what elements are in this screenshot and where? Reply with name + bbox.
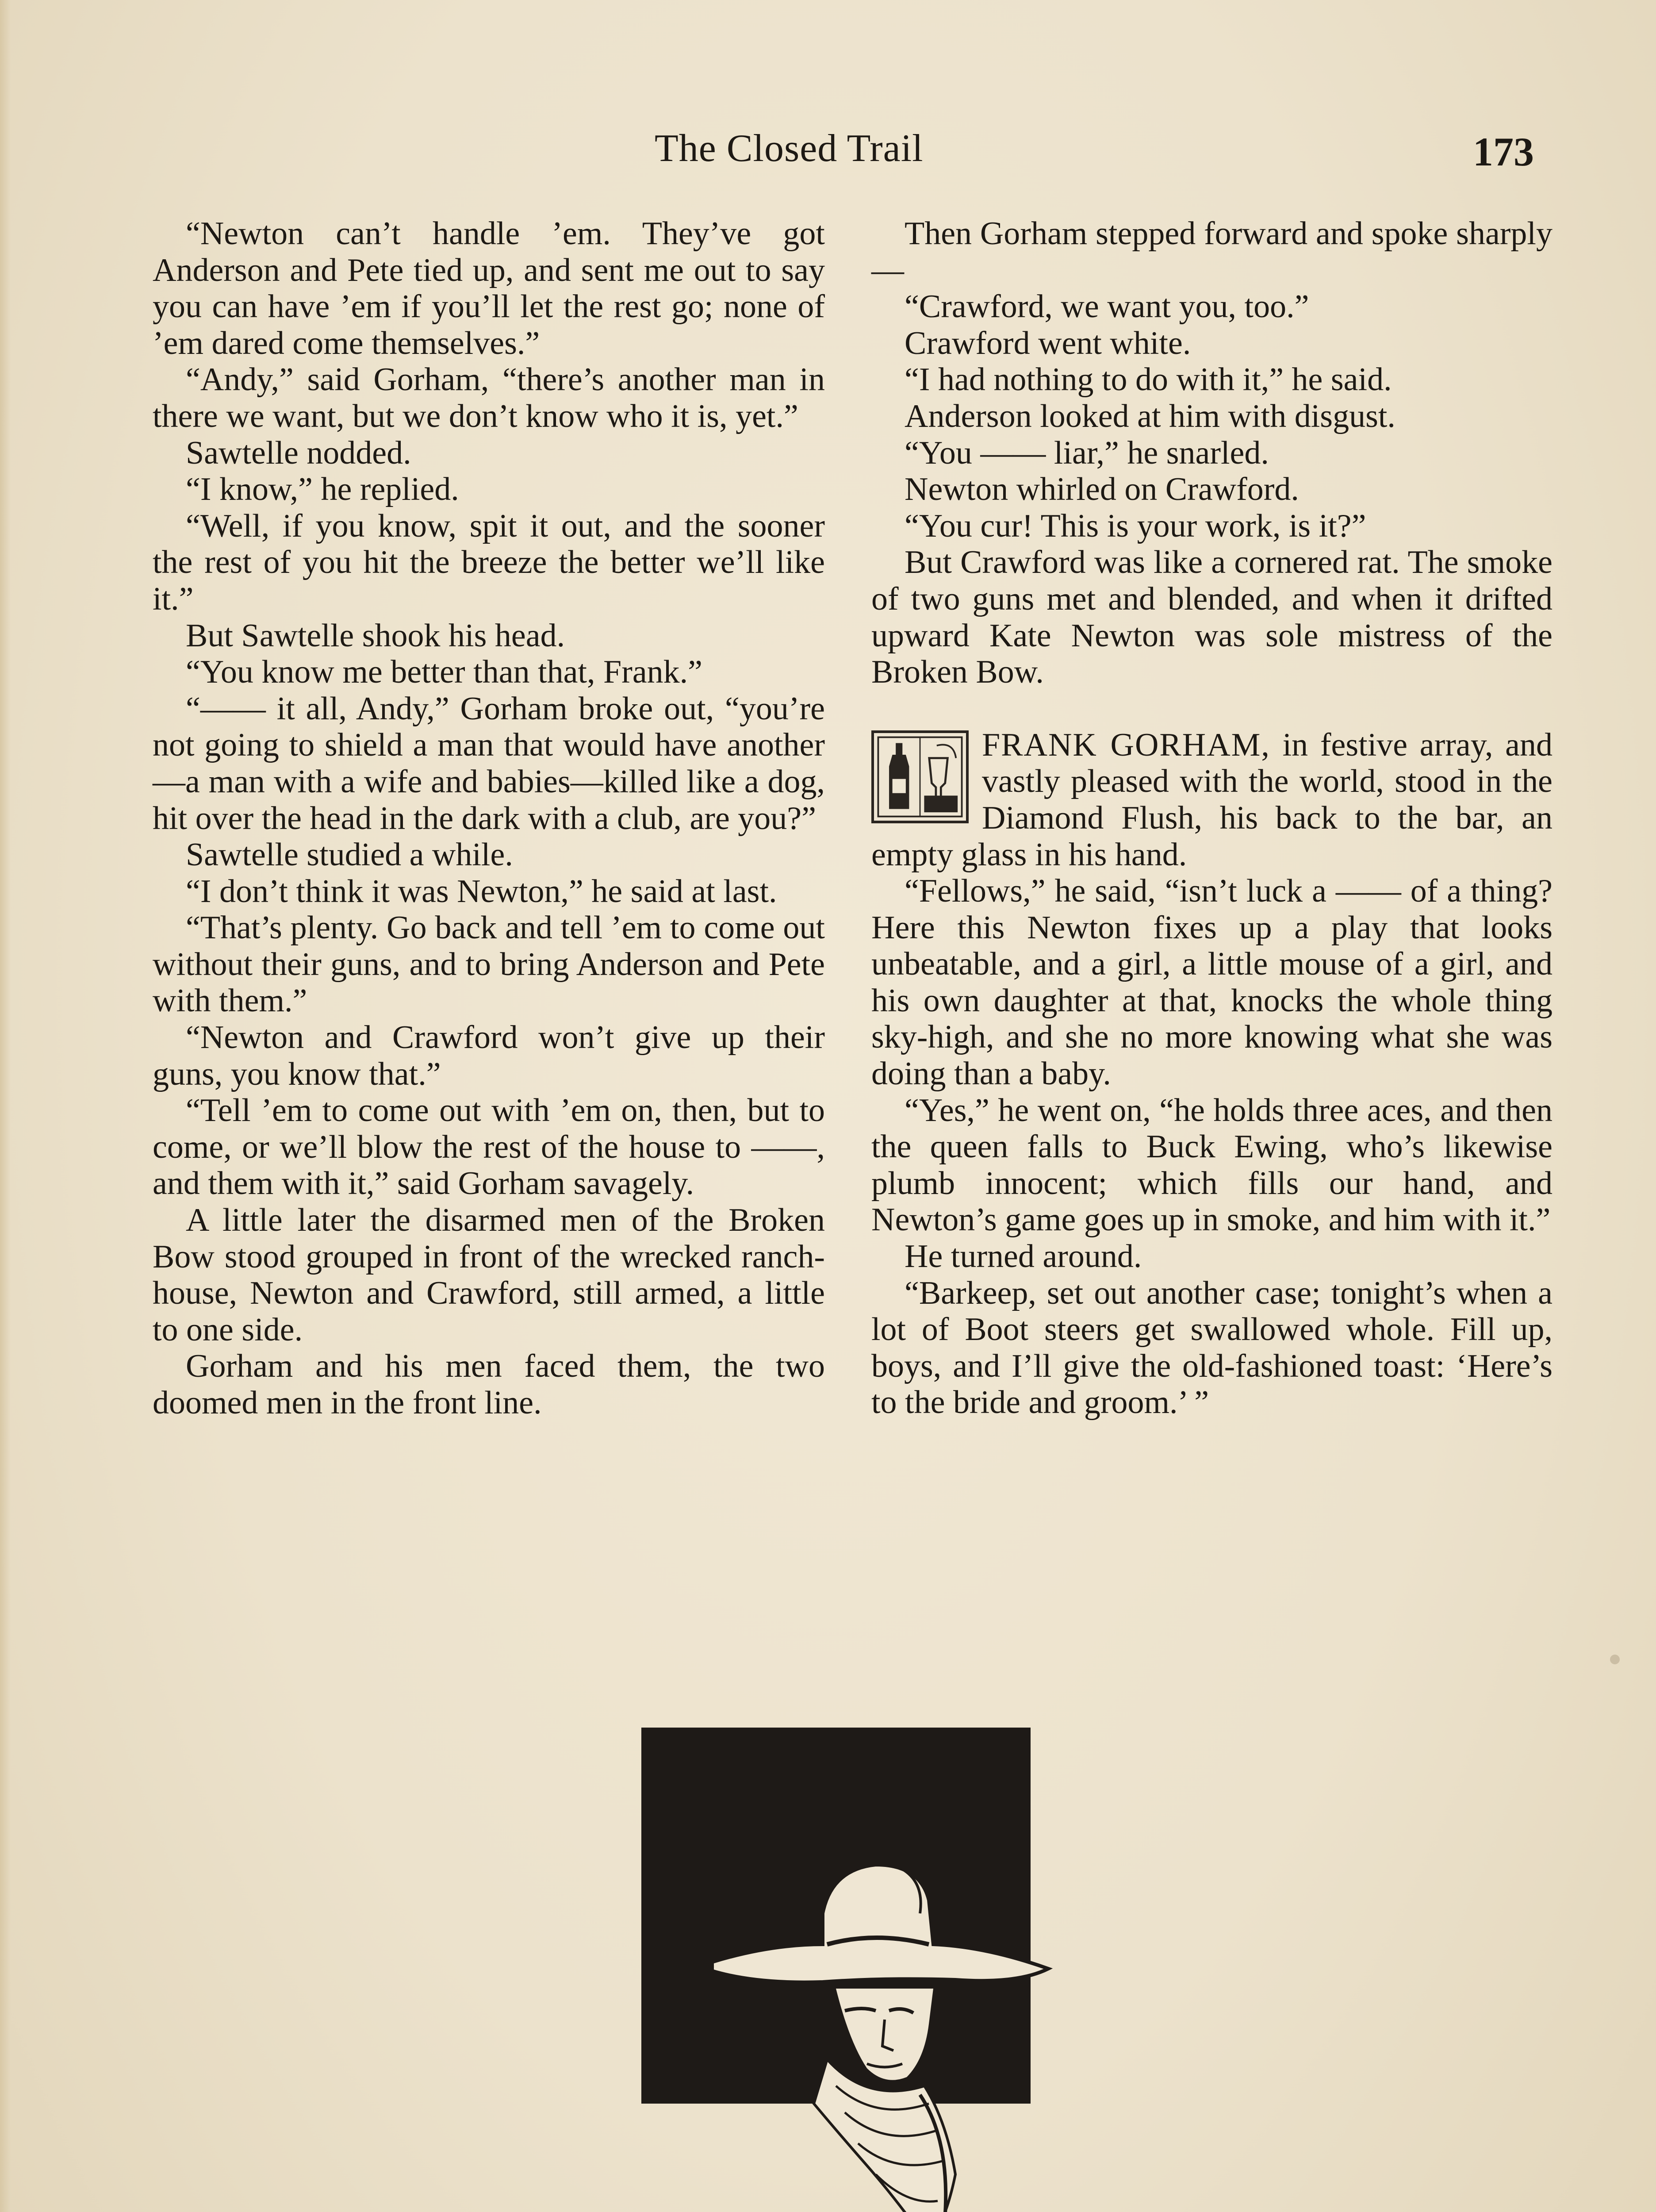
lead-caps: FRANK GORHAM,	[982, 726, 1270, 763]
paragraph: “You know me better than that, Frank.”	[186, 654, 703, 691]
paragraph: “Tell ’em to come out with ’em on, then, but to come, or we’ll blow the rest of the house to ——, and them with it,” said Gorham savagely.	[153, 1092, 825, 1202]
paragraph: Anderson looked at him with disgust.	[905, 398, 1395, 434]
paragraph: “Newton and Crawford won’t give up their guns, you know that.”	[153, 1019, 825, 1092]
paragraph: “I had nothing to do with it,” he said.	[905, 361, 1392, 398]
cowboy-illustration	[637, 1723, 1062, 2212]
right-column	[871, 215, 1552, 1421]
paragraph: “You —— liar,” he snarled.	[905, 434, 1269, 471]
paragraph: “—— it all, Andy,” Gorham broke out, “you’re not going to shield a man that would have another—a man with a wife and babies—killed like a dog, hit over the head in the dark with a club, are you?”	[153, 690, 825, 837]
section-opening	[871, 727, 1552, 873]
section-lead-paragraph	[871, 727, 1552, 873]
paragraph: “Well, if you know, spit it out, and the sooner the rest of you hit the breeze the better we’ll like it.”	[153, 507, 825, 617]
section-break	[871, 691, 1552, 727]
paragraph: “That’s plenty. Go back and tell ’em to come out without their guns, and to bring Anderson and Pete with them.”	[153, 910, 825, 1019]
paragraph: “You cur! This is your work, is it?”	[905, 507, 1366, 544]
paragraph: Crawford went white.	[905, 325, 1191, 361]
paragraph: Gorham and his men faced them, the two doomed men in the front line.	[153, 1348, 825, 1421]
paragraph: Sawtelle nodded.	[186, 434, 411, 471]
page-number: 173	[1473, 129, 1534, 174]
paragraph: A little later the disarmed men of the Broken Bow stood grouped in front of the wrecked ranch-house, Newton and Crawford, still armed, a little to one side.	[153, 1202, 825, 1348]
paragraph: Then Gorham stepped forward and spoke sharply—	[871, 215, 1552, 288]
paragraph: “Yes,” he went on, “he holds three aces, and then the queen falls to Buck Ewing, who’s likewise plumb innocent; which fills our hand, and Newton’s game goes up in smoke, and him with it.”	[871, 1092, 1552, 1238]
lead-rest: in festive array, and vastly pleased with the world, stood in the Diamond Flush, his back to the bar, an empty glass in his hand.	[871, 726, 1552, 873]
left-column	[153, 215, 825, 1421]
running-head: The Closed Trail	[655, 127, 924, 170]
bottle-and-glass-icon	[871, 730, 969, 823]
paragraph: Sawtelle studied a while.	[186, 837, 513, 873]
paragraph: “Fellows,” he said, “isn’t luck a —— of a thing? Here this Newton fixes up a play that looks unbeatable, and a girl, a little mouse of a girl, and his own daughter at that, knocks the whole thing sky-high, and she no more knowing what she was doing than a baby.	[871, 873, 1552, 1092]
paragraph: “Crawford, we want you, too.”	[905, 288, 1309, 325]
paragraph: “Andy,” said Gorham, “there’s another man in there we want, but we don’t know who it is, yet.”	[153, 361, 825, 434]
page-edge-shadow	[0, 0, 11, 2212]
paragraph: “Newton can’t handle ’em. They’ve got Anderson and Pete tied up, and sent me out to say you can have ’em if you’ll let the rest go; none of ’em dared come themselves.”	[153, 215, 825, 361]
paragraph: Newton whirled on Crawford.	[905, 471, 1299, 508]
paper-smudge	[1610, 1655, 1620, 1664]
paragraph: But Crawford was like a cornered rat. The smoke of two guns met and blended, and when it drifted upward Kate Newton was sole mistress of the Broken Bow.	[871, 544, 1552, 691]
paragraph: “Barkeep, set out another case; tonight’s when a lot of Boot steers get swallowed whole. Fill up, boys, and I’ll give the old-fashioned toast: ‘Here’s to the bride and groom.’ ”	[871, 1275, 1552, 1421]
cowboy-portrait-icon	[637, 1723, 1062, 2212]
paragraph: “I know,” he replied.	[186, 471, 459, 508]
paragraph: He turned around.	[905, 1238, 1142, 1275]
paragraph: “I don’t think it was Newton,” he said at last.	[186, 873, 777, 910]
paragraph: But Sawtelle shook his head.	[186, 617, 565, 654]
